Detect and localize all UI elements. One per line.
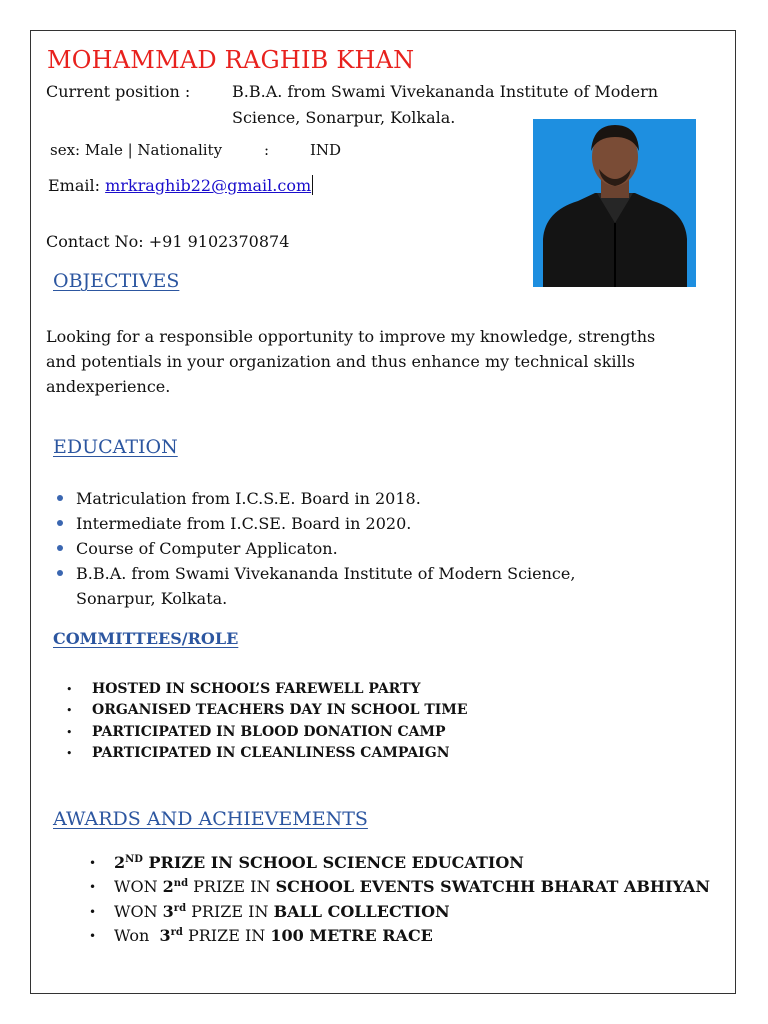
education-item: Course of Computer Applicaton. [50,536,670,561]
award-item: • WON 3rd PRIZE IN BALL COLLECTION [86,900,736,924]
education-item: Matriculation from I.C.S.E. Board in 2018. [50,486,670,511]
objectives-text: Looking for a responsible opportunity to improve my knowledge, strengths and potentials in your organization and thus enhance my technical skills andexperience. [46,327,656,396]
education-heading: EDUCATION [53,436,178,458]
position-line-1: B.B.A. from Swami Vivekananda Institute of Modern [232,82,659,101]
award-item: • 2ND PRIZE IN SCHOOL SCIENCE EDUCATION [86,851,736,875]
committee-item: • ORGANISED TEACHERS DAY IN SCHOOL TIME [62,700,662,721]
sex-nationality-label: sex: Male | Nationality [50,141,223,159]
awards-heading: AWARDS AND ACHIEVEMENTS [53,808,368,830]
text-cursor [312,175,313,195]
committees-heading: COMMITTEES/ROLE [53,629,239,648]
education-list [50,486,670,611]
award-item: • WON 2nd PRIZE IN SCHOOL EVENTS SWATCHH BHARAT ABHIYAN [86,875,736,899]
committee-item: • HOSTED IN SCHOOL’S FAREWELL PARTY [62,679,662,700]
committee-item: • PARTICIPATED IN BLOOD DONATION CAMP [62,722,662,743]
nationality-value: IND [310,141,342,159]
position-line-2: Science, Sonarpur, Kolkala. [232,108,456,127]
profile-photo [533,119,696,287]
email-row [48,175,313,195]
email-link[interactable]: mrkraghib22@gmail.com [105,176,312,195]
objectives-heading: OBJECTIVES [53,270,180,292]
education-item: B.B.A. from Swami Vivekananda Institute of Modern Science, Sonarpur, Kolkata. [50,561,670,611]
awards-list [86,851,736,948]
nationality-colon: : [264,141,270,159]
position-label: Current position : [46,82,191,101]
committee-item: • PARTICIPATED IN CLEANLINESS CAMPAIGN [62,743,662,764]
email-label: Email: [48,176,106,195]
candidate-name: MOHAMMAD RAGHIB KHAN [47,46,415,74]
contact-number: Contact No: +91 9102370874 [46,232,290,251]
award-item: • Won 3rd PRIZE IN 100 METRE RACE [86,924,736,948]
education-item: Intermediate from I.C.SE. Board in 2020. [50,511,670,536]
committees-list [62,679,662,764]
